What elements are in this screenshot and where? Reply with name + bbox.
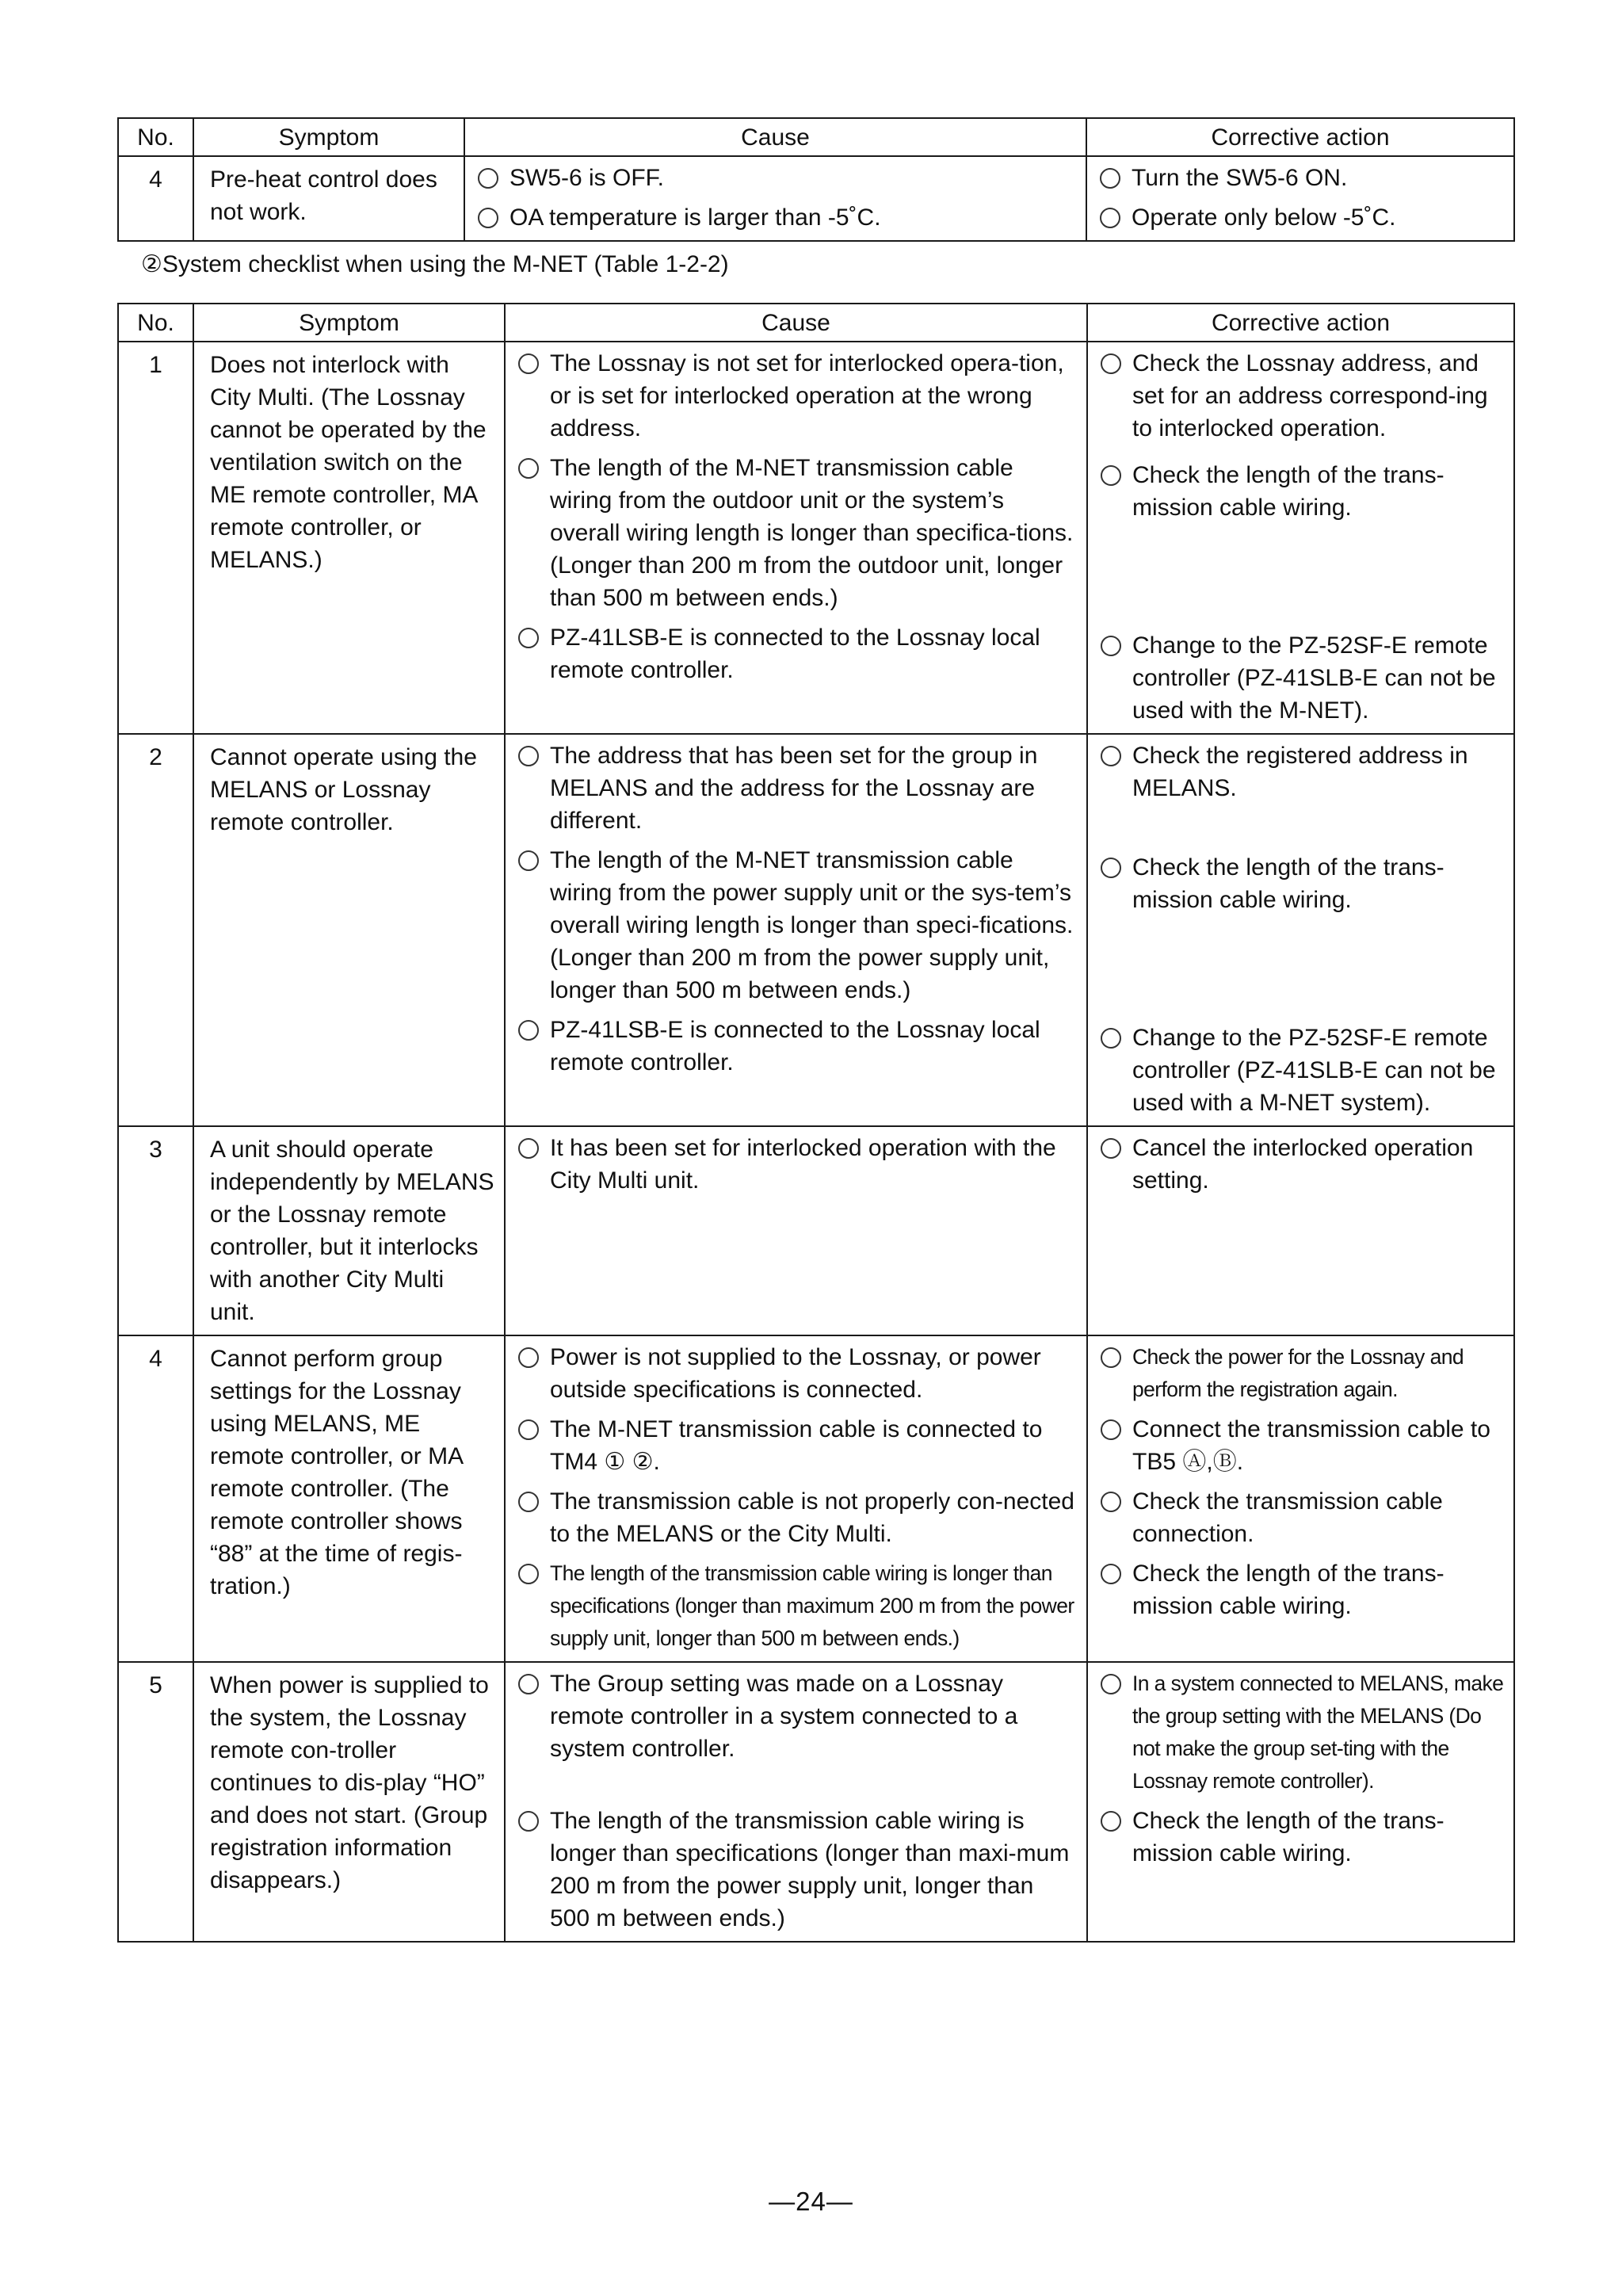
header-corrective-action: Corrective action	[1087, 304, 1514, 342]
table-mnet-checklist	[117, 303, 1515, 1943]
row-number: 1	[118, 342, 193, 734]
table-row	[118, 1335, 1514, 1662]
cause-item	[518, 1805, 1078, 1935]
cause-text: It has been set for interlocked operation with the City Multi unit.	[550, 1135, 1056, 1194]
symptom-text: Cannot perform group settings for the Lossnay using MELANS, ME remote controller, or MA remote controller. (The remote controller shows “88” at the time of regis-tration.)	[193, 1335, 505, 1662]
action-item	[1101, 1132, 1506, 1197]
table-row	[118, 1126, 1514, 1335]
cause-item	[518, 1557, 1078, 1655]
circle-bullet-icon	[1100, 208, 1120, 228]
action-text: Cancel the interlocked operation setting.	[1132, 1135, 1474, 1194]
circle-bullet-icon	[1101, 1028, 1121, 1049]
action-item	[1101, 1668, 1506, 1797]
row-number: 4	[118, 156, 193, 241]
circle-bullet-icon	[1101, 1347, 1121, 1368]
row-number: 3	[118, 1126, 193, 1335]
action-item	[1101, 1413, 1506, 1478]
cause-cell	[505, 1662, 1087, 1942]
circle-bullet-icon	[518, 1811, 539, 1832]
circle-bullet-icon	[518, 1492, 539, 1512]
symptom-text: A unit should operate independently by MELANS or the Lossnay remote controller, but it interlocks with another City Multi unit.	[193, 1126, 505, 1335]
circle-bullet-icon	[518, 628, 539, 648]
action-item	[1101, 739, 1506, 844]
action-cell	[1087, 1662, 1514, 1942]
action-text: Check the registered address in MELANS.	[1132, 743, 1468, 801]
cause-item	[518, 1132, 1078, 1197]
circle-bullet-icon	[518, 1674, 539, 1694]
circle-bullet-icon	[518, 458, 539, 479]
row-number: 2	[118, 734, 193, 1126]
cause-text: The length of the M-NET transmission cable wiring from the power supply unit or the sys-tem’s overall wiring length is longer than speci-fications. (Longer than 200 m from the power supply unit, longer than 500 m between ends.)	[550, 847, 1074, 1003]
action-text: Check the length of the trans-mission cable wiring.	[1132, 854, 1445, 913]
action-cell	[1087, 1335, 1514, 1662]
table-row	[118, 156, 1514, 241]
action-text: Check the Lossnay address, and set for an address correspond-ing to interlocked operation.	[1132, 350, 1488, 441]
circle-bullet-icon	[518, 1419, 539, 1440]
action-item	[1101, 459, 1506, 622]
cause-cell	[505, 1335, 1087, 1662]
page-number: ―24―	[769, 2187, 853, 2216]
action-item	[1101, 1557, 1506, 1622]
action-text: Check the length of the trans-mission cable wiring.	[1132, 1561, 1445, 1619]
symptom-text: Cannot operate using the MELANS or Lossnay remote controller.	[193, 734, 505, 1126]
cause-item	[478, 162, 1078, 194]
cause-item	[518, 844, 1078, 1007]
action-text: Turn the SW5-6 ON.	[1132, 165, 1348, 191]
cause-text: The length of the transmission cable wiring is longer than specifications (longer than maxi-mum 200 m from the power supply unit, longer than 500 m between ends.)	[550, 1808, 1070, 1931]
header-cause: Cause	[505, 304, 1087, 342]
cause-item	[518, 1668, 1078, 1797]
action-text: Check the power for the Lossnay and perform the registration again.	[1132, 1345, 1464, 1401]
table-header-row	[118, 304, 1514, 342]
circle-bullet-icon	[1101, 636, 1121, 656]
circle-bullet-icon	[518, 746, 539, 766]
action-text: Check the transmission cable connection.	[1132, 1488, 1443, 1547]
action-text: In a system connected to MELANS, make the group setting with the MELANS (Do not make the group set-ting with the Lossnay remote controller).	[1132, 1671, 1504, 1793]
cause-text: The transmission cable is not properly con-nected to the MELANS or the City Multi.	[550, 1488, 1074, 1547]
table-preheat	[117, 117, 1515, 242]
action-cell	[1087, 734, 1514, 1126]
circle-bullet-icon	[1101, 353, 1121, 374]
circle-bullet-icon	[1101, 1492, 1121, 1512]
cause-cell	[505, 734, 1087, 1126]
cause-text: The Group setting was made on a Lossnay remote controller in a system connected to a system controller.	[550, 1671, 1018, 1762]
cause-cell	[505, 342, 1087, 734]
circle-bullet-icon	[1101, 1138, 1121, 1159]
header-symptom: Symptom	[193, 118, 464, 156]
table-row	[118, 342, 1514, 734]
header-corrective-action: Corrective action	[1086, 118, 1514, 156]
cause-text: The address that has been set for the group in MELANS and the address for the Lossnay are different.	[550, 743, 1038, 834]
cause-text: The M-NET transmission cable is connected to TM4 ① ②.	[550, 1416, 1043, 1475]
cause-cell	[505, 1126, 1087, 1335]
action-text: Operate only below -5˚C.	[1132, 204, 1396, 231]
table-header-row	[118, 118, 1514, 156]
circle-bullet-icon	[1101, 1564, 1121, 1584]
header-cause: Cause	[464, 118, 1086, 156]
cause-text: SW5-6 is OFF.	[509, 165, 665, 191]
action-item	[1101, 1485, 1506, 1550]
circle-bullet-icon	[518, 1347, 539, 1368]
cause-text: OA temperature is larger than -5˚C.	[509, 204, 881, 231]
action-cell	[1086, 156, 1514, 241]
action-cell	[1087, 342, 1514, 734]
cause-item	[518, 1341, 1078, 1406]
cause-item	[518, 739, 1078, 837]
circle-bullet-icon	[478, 208, 498, 228]
action-item	[1101, 347, 1506, 452]
header-no: No.	[118, 118, 193, 156]
action-text: Change to the PZ-52SF-E remote controller (PZ-41SLB-E can not be used with a M-NET system).	[1132, 1025, 1496, 1116]
circle-bullet-icon	[518, 1138, 539, 1159]
circle-bullet-icon	[1101, 465, 1121, 486]
circle-bullet-icon	[1100, 168, 1120, 189]
cause-text: Power is not supplied to the Lossnay, or power outside specifications is connected.	[550, 1344, 1041, 1403]
header-no: No.	[118, 304, 193, 342]
action-text: Check the length of the trans-mission cable wiring.	[1132, 462, 1445, 521]
cause-text: The length of the transmission cable wiring is longer than specifications (longer than maximum 200 m from the power supply unit, longer than 500 m between ends.)	[550, 1561, 1074, 1650]
symptom-text: Does not interlock with City Multi. (The Lossnay cannot be operated by the ventilation switch on the ME remote controller, MA remote controller, or MELANS.)	[193, 342, 505, 734]
cause-item	[518, 1413, 1078, 1478]
symptom-text: Pre-heat control does not work.	[193, 156, 464, 241]
row-number: 4	[118, 1335, 193, 1662]
circle-bullet-icon	[518, 353, 539, 374]
header-symptom: Symptom	[193, 304, 505, 342]
action-item	[1101, 1805, 1506, 1870]
cause-item	[518, 1014, 1078, 1079]
cause-cell	[464, 156, 1086, 241]
action-text: Connect the transmission cable to TB5 Ⓐ,Ⓑ.	[1132, 1416, 1490, 1475]
circle-bullet-icon	[1101, 1811, 1121, 1832]
circle-bullet-icon	[518, 1020, 539, 1041]
table-row	[118, 734, 1514, 1126]
circle-bullet-icon	[1101, 746, 1121, 766]
action-item	[1101, 629, 1506, 727]
action-item	[1101, 1022, 1506, 1119]
cause-item	[518, 347, 1078, 445]
action-item	[1101, 851, 1506, 1014]
action-item	[1101, 1341, 1506, 1406]
cause-item	[518, 621, 1078, 686]
action-cell	[1087, 1126, 1514, 1335]
cause-text: The Lossnay is not set for interlocked opera-tion, or is set for interlocked operation at the wrong address.	[550, 350, 1064, 441]
cause-text: PZ-41LSB-E is connected to the Lossnay local remote controller.	[550, 1017, 1040, 1075]
cause-text: The length of the M-NET transmission cable wiring from the outdoor unit or the system’s overall wiring length is longer than specifica-tions. (Longer than 200 m from the outdoor unit, longer than 500 m between ends.)	[550, 455, 1074, 611]
circle-bullet-icon	[518, 1564, 539, 1584]
table-row	[118, 1662, 1514, 1942]
cause-item	[518, 452, 1078, 614]
action-text: Change to the PZ-52SF-E remote controller (PZ-41SLB-E can not be used with the M-NET).	[1132, 632, 1496, 724]
cause-item	[478, 201, 1078, 234]
action-item	[1100, 162, 1506, 194]
cause-item	[518, 1485, 1078, 1550]
symptom-text: When power is supplied to the system, the Lossnay remote con-troller continues to dis-play “HO” and does not start. (Group registration information disappears.)	[193, 1662, 505, 1942]
row-number: 5	[118, 1662, 193, 1942]
circle-bullet-icon	[478, 168, 498, 189]
circle-bullet-icon	[1101, 1419, 1121, 1440]
circle-bullet-icon	[1101, 1674, 1121, 1694]
cause-text: PZ-41LSB-E is connected to the Lossnay local remote controller.	[550, 625, 1040, 683]
action-text: Check the length of the trans-mission cable wiring.	[1132, 1808, 1445, 1866]
action-item	[1100, 201, 1506, 234]
circle-bullet-icon	[518, 850, 539, 871]
circle-bullet-icon	[1101, 858, 1121, 878]
table-caption: ②System checklist when using the M-NET (Table 1-2-2)	[141, 251, 729, 277]
